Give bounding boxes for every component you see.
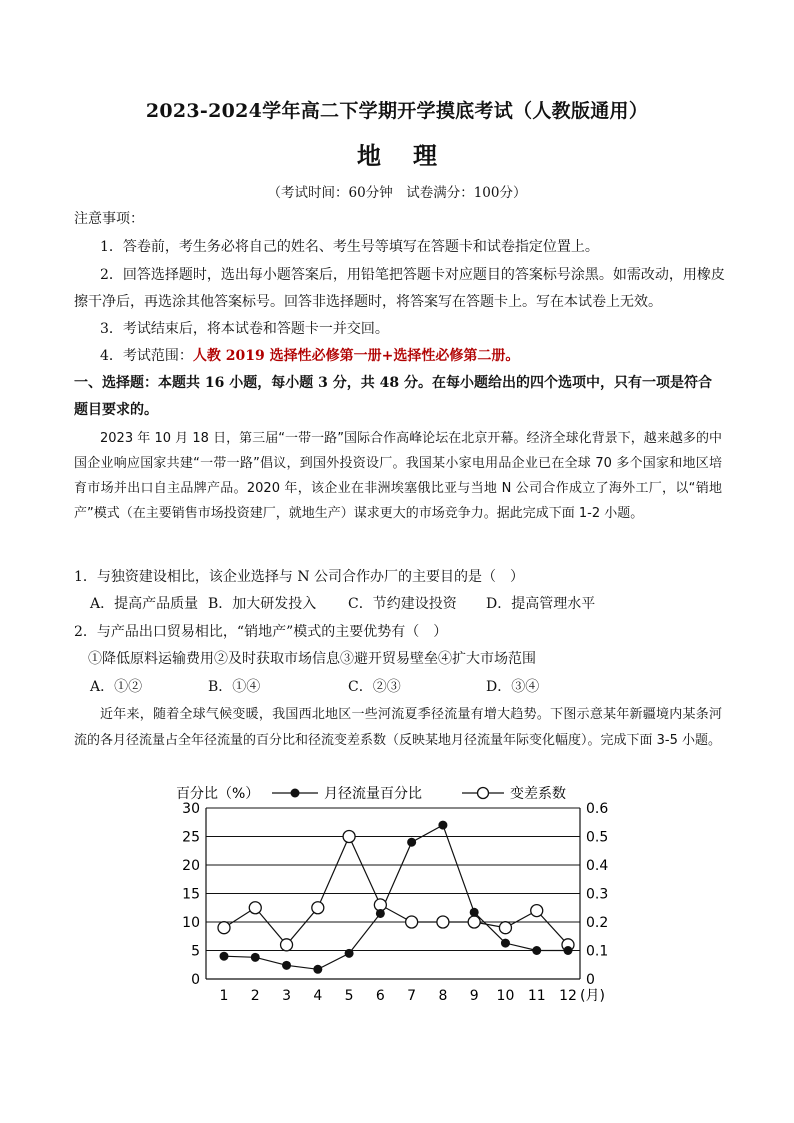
right-tick-label: 0.1 xyxy=(586,943,609,960)
q1-option-d[interactable]: D．提高管理水平 xyxy=(486,596,596,612)
point-percent xyxy=(564,946,573,955)
point-cv xyxy=(406,916,418,928)
chart-legend xyxy=(176,785,566,802)
point-cv xyxy=(281,939,293,951)
exam-title: 2023-2024学年高二下学期开学摸底考试（人教版通用） xyxy=(145,100,649,122)
x-tick-label: 7 xyxy=(407,988,417,1004)
right-tick-label: 0.2 xyxy=(586,915,609,931)
right-tick-label: 0 xyxy=(586,972,595,988)
left-axis-label: 百分比（%） xyxy=(176,786,260,802)
q2-option-a[interactable]: A．①② xyxy=(90,679,143,695)
note-4-scope: 人教 2019 选择性必修第一册+选择性必修第二册。 xyxy=(192,348,520,364)
section-1-heading-b: 题目要求的。 xyxy=(74,402,158,418)
x-tick-label: 6 xyxy=(375,988,385,1004)
q1-option-c[interactable]: C．节约建设投资 xyxy=(348,596,457,612)
x-tick-label: 11 xyxy=(527,988,546,1004)
point-percent xyxy=(220,952,229,961)
passage-2-text: 近年来，随着全球气候变暖，我国西北地区一些河流夏季径流量有增大趋势。下图示意某年新疆境内某条河流的各月径流量占全年径流量的百分比和径流变差系数（反映某地月径流量年际变化幅度）。完成下面 3-5 小题。 xyxy=(74,707,722,748)
q2-option-d[interactable]: D．③④ xyxy=(486,679,540,695)
point-percent xyxy=(345,949,354,958)
left-tick-label: 10 xyxy=(182,915,200,931)
point-cv xyxy=(249,902,261,914)
note-3: 3．考试结束后，将本试卷和答题卡一并交回。 xyxy=(100,321,389,337)
series-line-cv xyxy=(224,837,568,945)
x-tick-label: 8 xyxy=(438,988,448,1004)
q2-option-c[interactable]: C．②③ xyxy=(348,679,401,695)
x-tick-label: 9 xyxy=(469,988,479,1004)
left-tick-label: 0 xyxy=(191,972,200,988)
point-cv xyxy=(499,922,511,934)
legend-marker-cv xyxy=(478,788,489,799)
subject-char-2: 理 xyxy=(413,141,437,170)
point-cv xyxy=(343,831,355,843)
notes-heading: 注意事项： xyxy=(74,211,144,227)
point-cv xyxy=(312,902,324,914)
point-cv xyxy=(437,916,449,928)
legend-label-percent: 月径流量百分比 xyxy=(324,786,422,802)
point-percent xyxy=(376,909,385,918)
x-tick-label: 12 xyxy=(559,988,577,1004)
subject-title xyxy=(0,136,794,171)
right-tick-label: 0.4 xyxy=(586,858,609,874)
x-tick-label: 2 xyxy=(250,988,260,1004)
x-axis-unit: (月) xyxy=(580,988,605,1004)
point-percent xyxy=(501,939,510,948)
point-cv xyxy=(531,905,543,917)
point-percent xyxy=(407,838,416,847)
subject-char-1: 地 xyxy=(357,141,381,170)
q2-items: ①降低原料运输费用②及时获取市场信息③避开贸易壁垒④扩大市场范围 xyxy=(88,651,536,667)
legend-label-cv: 变差系数 xyxy=(510,786,566,802)
question-1-stem: 1．与独资建设相比，该企业选择与 N 公司合作办厂的主要目的是（ ） xyxy=(74,569,525,585)
x-tick-label: 5 xyxy=(344,988,354,1004)
right-tick-label: 0.3 xyxy=(586,886,609,903)
right-tick-label: 0.5 xyxy=(586,829,609,846)
chart-ticks xyxy=(182,801,608,1004)
x-tick-label: 10 xyxy=(496,988,515,1004)
right-tick-label: 0.6 xyxy=(586,801,609,817)
section-1-heading-a: 一、选择题：本题共 16 小题，每小题 3 分，共 48 分。在每小题给出的四个选项中，只有一项是符合 xyxy=(74,375,712,391)
note-2a: 2．回答选择题时，选出每小题答案后，用铅笔把答题卡对应题目的答案标号涂黑。如需改动，用橡皮 xyxy=(100,267,725,283)
x-tick-label: 4 xyxy=(313,988,323,1004)
series-line-percent xyxy=(224,825,568,969)
point-percent xyxy=(313,965,322,974)
note-1: 1．答卷前，考生务必将自己的姓名、考生号等填写在答题卡和试卷指定位置上。 xyxy=(100,239,599,255)
q2-option-b[interactable]: B．①④ xyxy=(208,679,261,695)
point-percent xyxy=(251,953,260,962)
left-tick-label: 15 xyxy=(182,886,200,903)
passage-2 xyxy=(74,702,722,754)
point-percent xyxy=(282,961,291,970)
legend-marker-percent xyxy=(291,789,300,798)
question-2-stem: 2．与产品出口贸易相比，“销地产”模式的主要优势有（ ） xyxy=(74,624,448,640)
point-cv xyxy=(468,916,480,928)
point-cv xyxy=(218,922,230,934)
q1-option-b[interactable]: B．加大研发投入 xyxy=(208,596,317,612)
exam-info: （考试时间：60分钟 试卷满分：100分） xyxy=(267,185,527,201)
passage-1-text: 2023 年 10 月 18 日，第三届“一带一路”国际合作高峰论坛在北京开幕。经济全球化背景下，越来越多的中国企业响应国家共建“一带一路”倡议，到国外投资设厂。我国某小家电用品企业已在全球 70 多个国家和地区培育市场并出口自主品牌产品。2020 年，该企业在非洲埃塞俄比亚与当地 N 公司合作成立了海外工厂，以“销地产”模式（在主要销售市场投资建厂，就地生产）谋求更大的市场竞争力。据此完成下面 1-2 小题。 xyxy=(74,431,722,521)
left-tick-label: 25 xyxy=(182,829,200,846)
left-tick-label: 5 xyxy=(191,943,200,960)
runoff-chart xyxy=(170,776,620,1008)
left-tick-label: 30 xyxy=(182,801,200,817)
left-tick-label: 20 xyxy=(182,858,200,874)
point-percent xyxy=(438,821,447,830)
chart-grid xyxy=(206,808,580,951)
x-tick-label: 3 xyxy=(282,988,292,1004)
point-percent xyxy=(470,908,479,917)
note-2b: 擦干净后，再选涂其他答案标号。回答非选择题时，将答案写在答题卡上。写在本试卷上无效。 xyxy=(74,294,662,310)
note-4 xyxy=(100,345,519,365)
point-percent xyxy=(532,946,541,955)
x-tick-label: 1 xyxy=(219,988,229,1004)
note-4-prefix: 4．考试范围： xyxy=(100,348,193,364)
passage-1 xyxy=(74,426,722,526)
q1-option-a[interactable]: A．提高产品质量 xyxy=(90,596,199,612)
